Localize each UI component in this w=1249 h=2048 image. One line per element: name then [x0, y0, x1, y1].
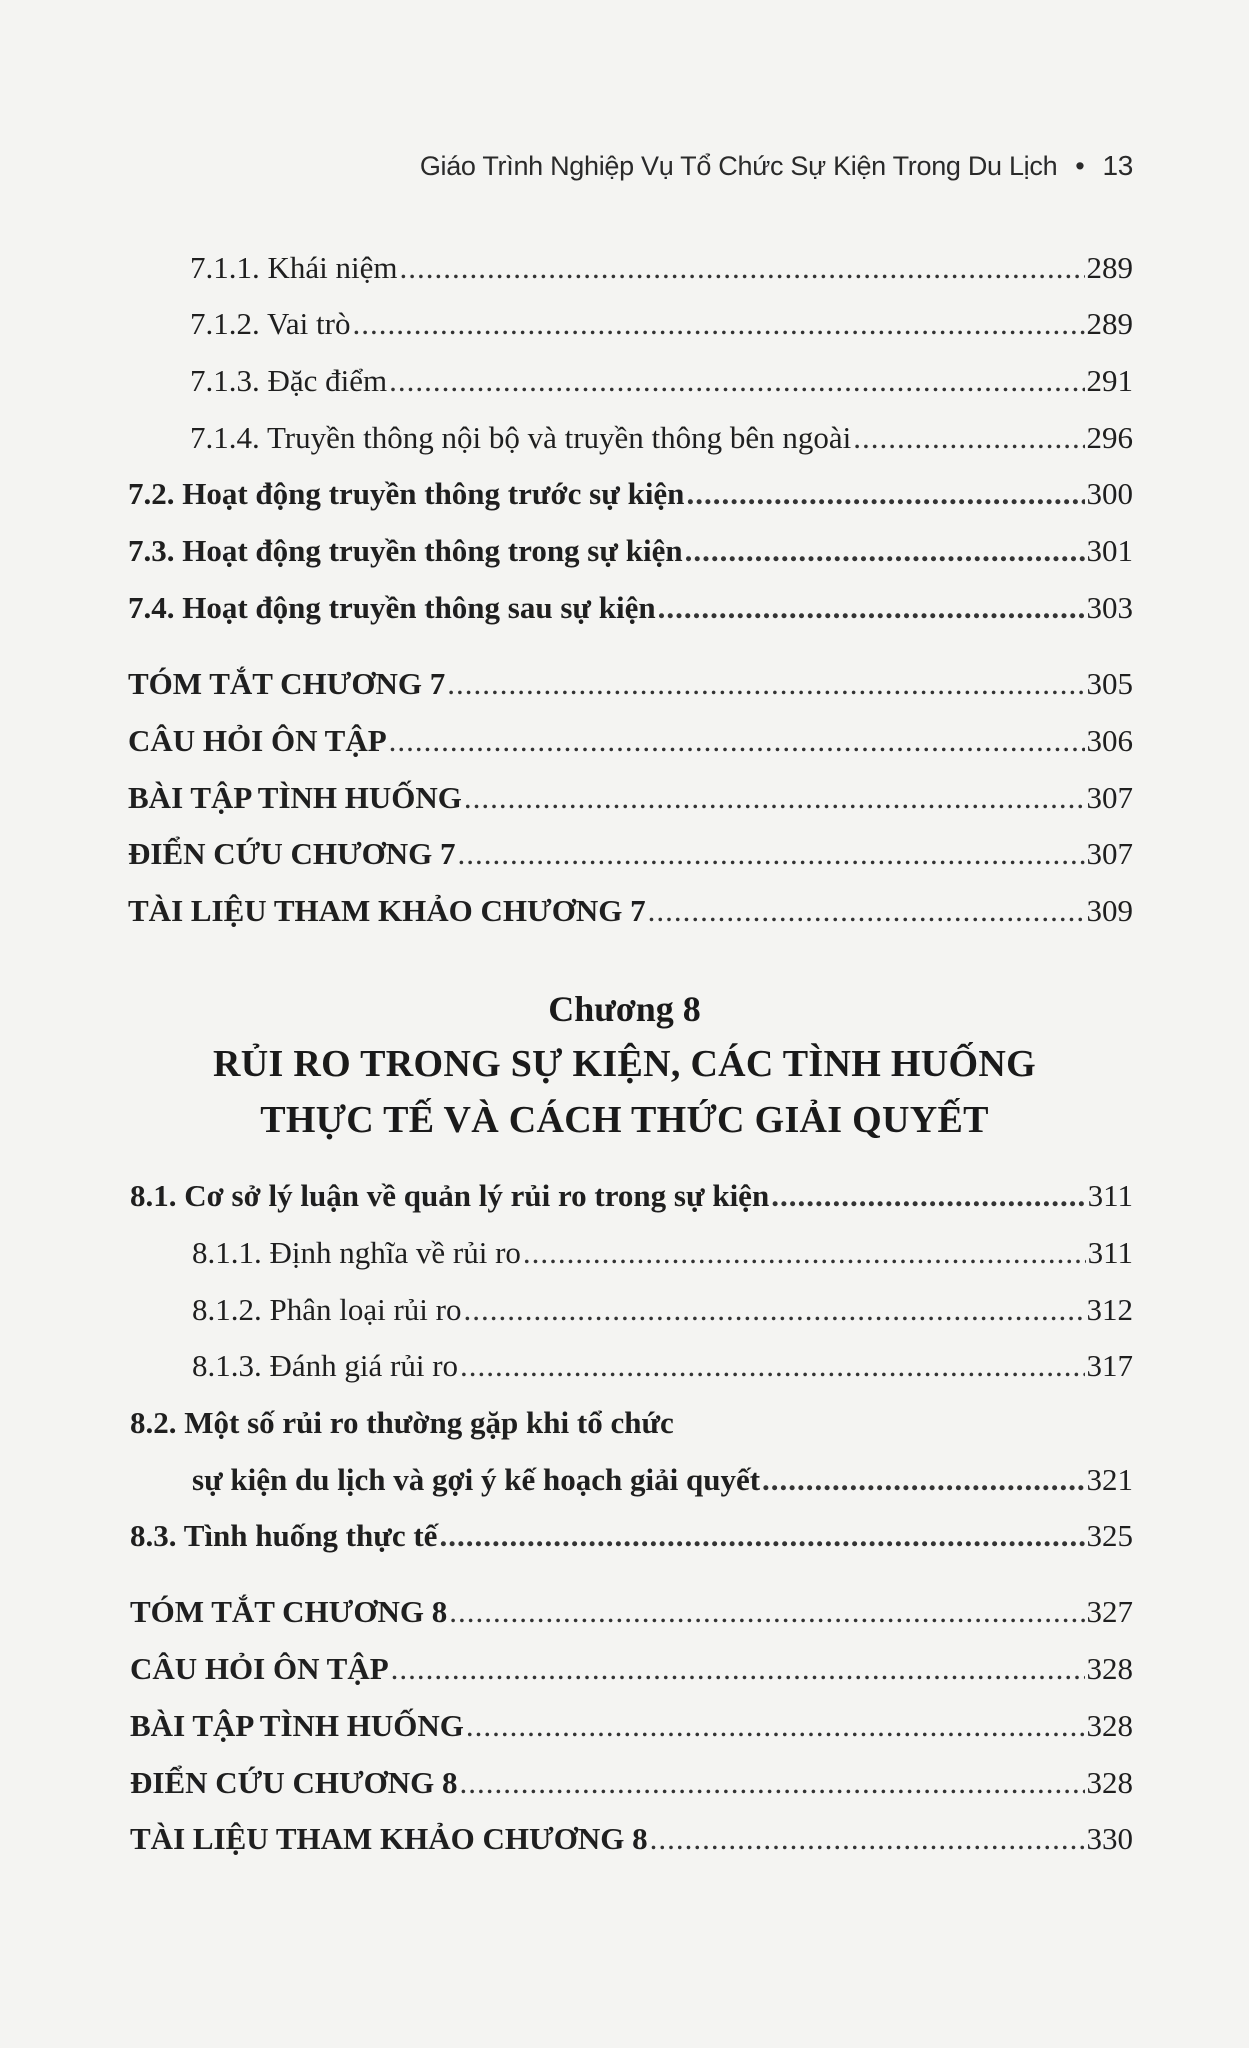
toc-entry: TÓM TẮT CHƯƠNG 8 ..... 327: [130, 1594, 1133, 1630]
chapter-title-line-1: RỦI RO TRONG SỰ KIỆN, CÁC TÌNH HUỐNG: [213, 1043, 1036, 1085]
chapter-title-line-2: THỰC TẾ VÀ CÁCH THỨC GIẢI QUYẾT: [260, 1099, 989, 1141]
toc-entry: 8.1. Cơ sở lý luận về quản lý rủi ro trong sự kiện ..... 311: [130, 1178, 1133, 1214]
toc-entry: 8.1.1. Định nghĩa về rủi ro ..... 311: [192, 1235, 1133, 1271]
dot-leader: [391, 1651, 1085, 1687]
header-separator: •: [1075, 151, 1085, 181]
toc-entry: ĐIỂN CỨU CHƯƠNG 8 ..... 328: [130, 1765, 1133, 1801]
dot-leader: [449, 1594, 1084, 1630]
dot-leader: [650, 1821, 1085, 1857]
toc-entry: sự kiện du lịch và gợi ý kế hoạch giải quyết ..... 321: [192, 1462, 1133, 1498]
dot-leader: [648, 893, 1085, 929]
dot-leader: [464, 1292, 1085, 1328]
toc-entry-line-1: 8.2. Một số rủi ro thường gặp khi tổ chức: [130, 1405, 674, 1440]
toc-entry: 7.1.1. Khái niệm ..... 289: [190, 250, 1133, 286]
dot-leader: [853, 420, 1084, 456]
dot-leader: [523, 1235, 1086, 1271]
dot-leader: [686, 476, 1084, 512]
dot-leader: [464, 780, 1085, 816]
toc-entry: 8.1.2. Phân loại rủi ro ..... 312: [192, 1292, 1133, 1328]
toc-entry: 8.1.3. Đánh giá rủi ro ..... 317: [192, 1348, 1133, 1384]
dot-leader: [466, 1708, 1085, 1744]
dot-leader: [400, 250, 1085, 286]
toc-entry: 7.3. Hoạt động truyền thông trong sự kiện ..... 301: [128, 533, 1133, 569]
dot-leader: [762, 1462, 1084, 1498]
chapter-number: Chương 8: [548, 989, 701, 1029]
toc-entry: 8.3. Tình huống thực tế ..... 325: [130, 1518, 1133, 1554]
page-number: 13: [1102, 150, 1133, 181]
dot-leader: [771, 1178, 1085, 1214]
dot-leader: [658, 590, 1085, 626]
toc-entry: 7.2. Hoạt động truyền thông trước sự kiện ..... 300: [128, 476, 1133, 512]
toc-entry: 7.4. Hoạt động truyền thông sau sự kiện ..... 303: [128, 590, 1133, 626]
dot-leader: [352, 306, 1084, 342]
toc-entry: TÀI LIỆU THAM KHẢO CHƯƠNG 7 ..... 309: [128, 893, 1133, 929]
toc-entry: CÂU HỎI ÔN TẬP ..... 328: [130, 1651, 1133, 1687]
toc-entry: BÀI TẬP TÌNH HUỐNG ..... 307: [128, 780, 1133, 816]
toc-entry: TÀI LIỆU THAM KHẢO CHƯƠNG 8 ..... 330: [130, 1821, 1133, 1857]
dot-leader: [460, 1348, 1084, 1384]
dot-leader: [439, 1518, 1084, 1554]
running-header: [0, 150, 1133, 182]
toc-entry: 7.1.2. Vai trò ..... 289: [190, 306, 1133, 342]
dot-leader: [685, 533, 1085, 569]
dot-leader: [460, 1765, 1085, 1801]
toc-entry: CÂU HỎI ÔN TẬP ..... 306: [128, 723, 1133, 759]
toc-entry: BÀI TẬP TÌNH HUỐNG ..... 328: [130, 1708, 1133, 1744]
dot-leader: [389, 723, 1085, 759]
toc-entry: ĐIỂN CỨU CHƯƠNG 7 ..... 307: [128, 836, 1133, 872]
dot-leader: [458, 836, 1085, 872]
toc-entry: 7.1.4. Truyền thông nội bộ và truyền thông bên ngoài ..... 296: [190, 420, 1133, 456]
running-title: Giáo Trình Nghiệp Vụ Tổ Chức Sự Kiện Trong Du Lịch: [419, 151, 1058, 181]
toc-entry: 7.1.3. Đặc điểm ..... 291: [190, 363, 1133, 399]
dot-leader: [389, 363, 1084, 399]
toc-entry: TÓM TẮT CHƯƠNG 7 ..... 305: [128, 666, 1133, 702]
dot-leader: [447, 666, 1084, 702]
